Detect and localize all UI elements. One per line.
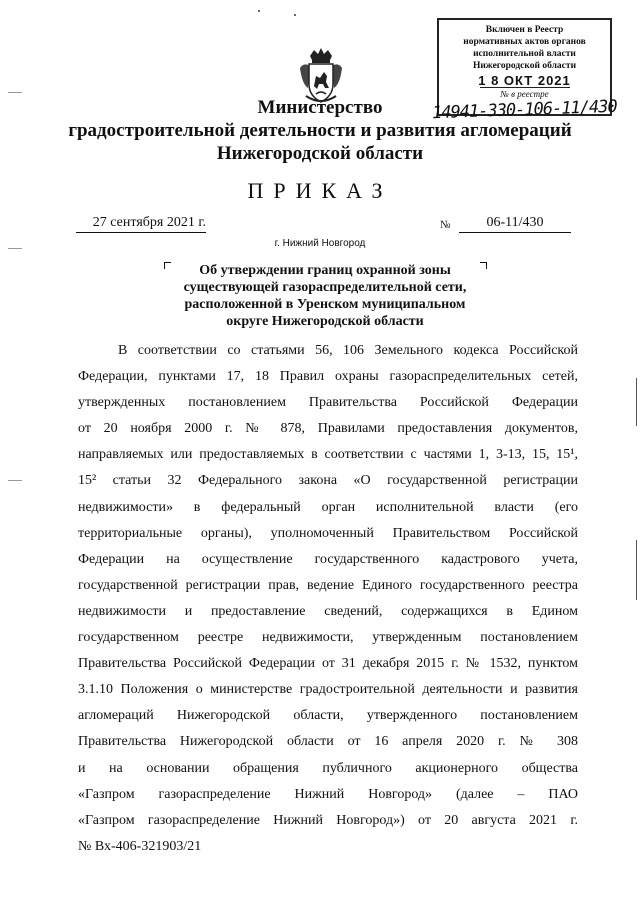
scan-margin-mark [636,378,637,426]
order-date: 27 сентября 2021 г. [76,215,206,233]
number-sign: № [440,219,451,231]
scan-edge-mark [8,92,22,93]
stamp-line-1: Включен в Реестр [485,25,564,35]
subject-line-2: существующей газораспределительной сети, [183,280,467,295]
body-line: В соответствии со статьями 56, 106 Земельного кодекса Российской [118,343,578,358]
body-line: Федерации на осуществление государственного кадастрового учета, [78,551,578,567]
body-line: Правительства Российской Федерации от 31 декабря 2015 г. № 1532, пунктом [78,656,578,672]
subject-line-1: Об утверждении границ охранной зоны [199,263,451,278]
order-city: г. Нижний Новгород [274,238,366,249]
body-line: 15² статьи 32 Федерального закона «О государственной регистрации [78,473,578,489]
ministry-name-line-3: Нижегородской области [216,143,424,164]
body-line: государственном реестре недвижимости, утвержденным постановлением [78,630,578,646]
subject-line-4: округе Нижегородской области [226,314,424,329]
body-line: недвижимости и предоставление сведений, содержащихся в Едином [78,603,578,619]
body-line: государственной регистрации прав, ведение Единого государственного реестра [78,577,578,593]
order-number: 06-11/430 [459,215,571,233]
order-body-paragraph [78,338,578,860]
order-subject [160,262,490,330]
body-line: недвижимости» в федеральный орган исполнительной власти (его [78,499,578,515]
handwritten-reg-number: 14941-330-106-11/430 [431,96,617,124]
document-type-title: ПРИКАЗ [247,178,393,203]
scan-speck [294,14,296,16]
ministry-name-line-2: градостроительной деятельности и развития агломераций [68,120,572,141]
subject-line-3: расположенной в Уренском муниципальном [184,297,466,312]
stamp-line-4: Нижегородской области [472,61,577,71]
stamp-date: 1 8 ОКТ 2021 [478,73,571,88]
body-line: территориальные органы), уполномоченный Правительством Российской [78,525,578,541]
body-line: «Газпром газораспределение Нижний Новгород») от 20 августа 2021 г. [78,812,578,828]
body-line: от 20 ноября 2000 г. № 878, Правилами предоставления документов, [78,421,578,437]
body-line: утвержденных постановлением Правительства Российской Федерации [78,395,578,411]
body-line: Федерации, пунктами 17, 18 Правил охраны газораспределительных сетей, [78,369,578,385]
body-line: агломераций Нижегородской области, утвержденного постановлением [78,708,578,724]
ministry-name-line-1: Министерство [257,97,383,118]
body-line: Правительства Нижегородской области от 16 апреля 2020 г. № 308 [78,734,578,750]
scan-margin-mark [636,540,637,600]
stamp-line-2: нормативных актов органов [463,37,586,47]
body-line: № Вх-406-321903/21 [78,838,202,854]
stamp-line-3: исполнительной власти [473,49,576,59]
scan-edge-mark [8,248,22,249]
scan-speck [258,10,260,12]
scan-edge-mark [8,480,22,481]
body-line: 3.1.10 Положения о министерстве градостроительной деятельности и развития [78,682,578,698]
body-line: направляемых или предоставляемых в соответствии с частями 1, 3-13, 15, 15¹, [78,447,578,463]
stamp-reg-label: № в реестре [500,89,549,99]
body-line: и на основании обращения публичного акционерного общества [78,760,578,776]
body-line: «Газпром газораспределение Нижний Новгород» (далее – ПАО [78,786,578,802]
